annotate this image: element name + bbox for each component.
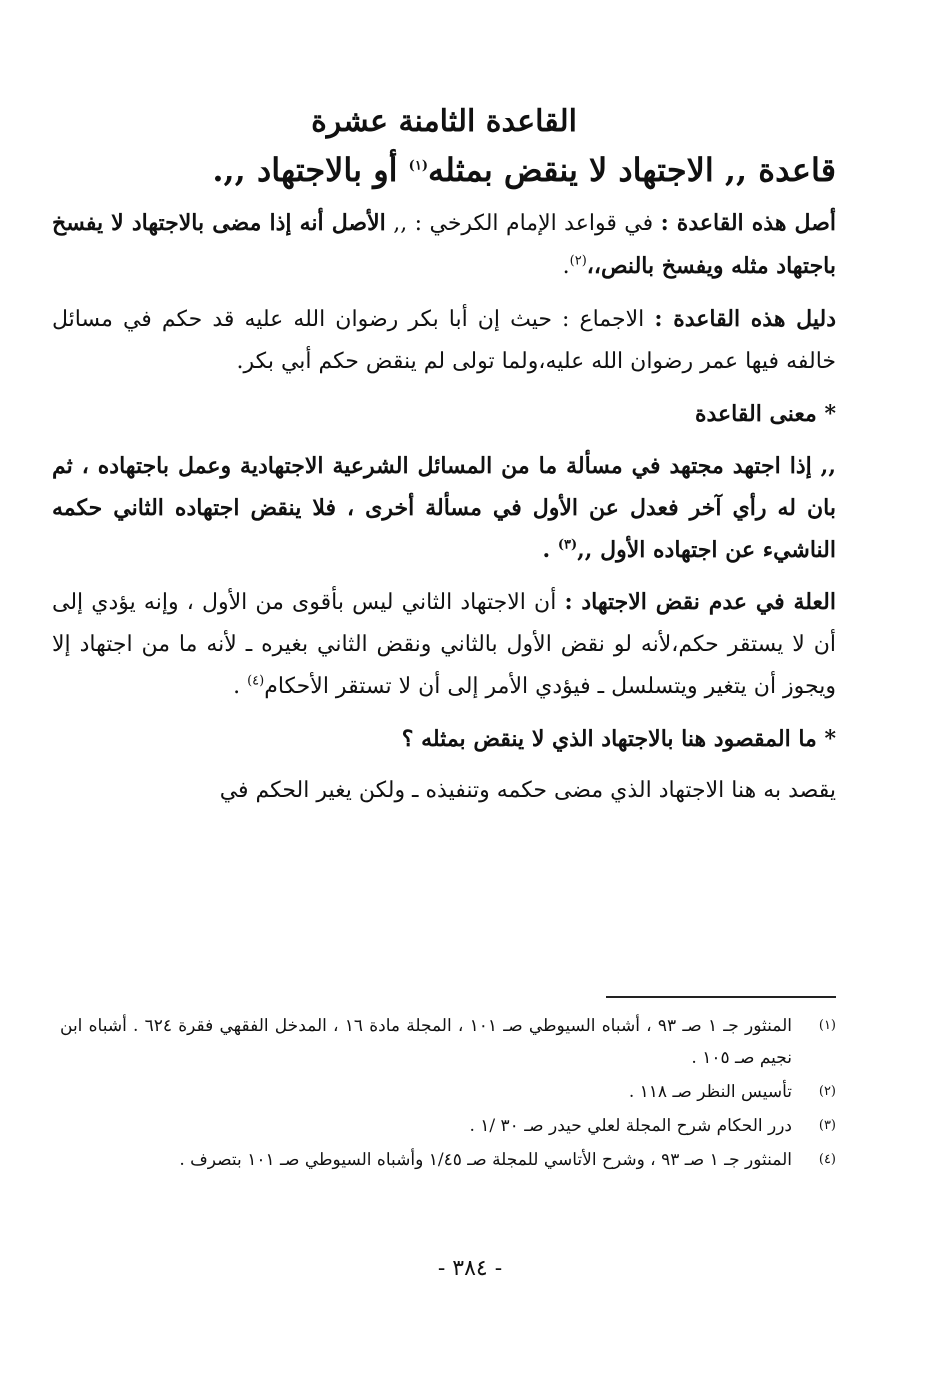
footnote-number: (٣) [818,1118,836,1133]
footnote-2 [60,1076,836,1108]
footnote-ref-1[interactable]: (١) [408,158,428,174]
page-number: - ٣٨٤ - [437,1256,503,1281]
rule-statement [52,144,836,196]
footnote-text: تأسيس النظر صـ ١١٨ . [628,1082,792,1102]
reason-text: أن الاجتهاد الثاني ليس بأقوى من الأول ، وإنه يؤدي إلى أن لا يستقر حكم،لأنه لو نقض الأول بالثاني ونقض الثاني بغيره ـ لأنه ما من اجتهاد إلا ويجوز أن يتغير ويتسلسل ـ فيؤدي الأمر إلى أن لا تستقر الأحكام [52,590,836,699]
meaning-heading: * معنى القاعدة [694,401,836,427]
footnote-separator [606,996,836,998]
reason-label: العلة في عدم نقض الاجتهاد : [564,589,836,615]
meaning-paragraph [52,445,836,571]
footnote-4 [60,1144,836,1176]
footnote-number: (٢) [818,1084,836,1099]
origin-label: أصل هذه القاعدة : [660,210,836,236]
origin-text: في قواعد الإمام الكرخي : ,, [385,211,661,236]
footnote-text: المنثور جـ ١ صـ ٩٣ ، وشرح الأتاسي للمجلة صـ ١/٤٥ وأشباه السيوطي صـ ١٠١ بتصرف . [179,1150,792,1170]
footnote-ref-2[interactable]: (٢) [569,253,587,269]
meaning-text: ,, إذا اجتهد مجتهد في مسألة ما من المسائل الشرعية الاجتهادية وعمل باجتهاده ، ثم بان له رأي آخر فعدل عن الأول في مسألة أخرى ، فلا ينقض اجتهاده الثاني حكمه الناشيء عن اجتهاده الأول ,, [52,453,836,563]
meaning-end: . [542,537,558,563]
reason-paragraph [52,581,836,708]
footnote-number: (١) [818,1018,836,1033]
page-body [52,100,836,822]
origin-quote: الأصل أنه إذا مضى بالاجتهاد لا يفسخ باجتهاد مثله ويفسخ بالنص،، [52,210,836,279]
footnote-number: (٤) [818,1152,836,1167]
question-heading: * ما المقصود هنا بالاجتهاد الذي لا ينقض بمثله ؟ [401,726,836,752]
page-title: القاعدة الثامنة عشرة [311,104,577,139]
rule-statement-text: قاعدة ,, الاجتهاد لا ينقض بمثله [427,151,836,189]
footnote-ref-4[interactable]: (٤) [247,673,265,689]
footnote-text: المنثور جـ ١ صـ ٩٣ ، أشباه السيوطي صـ ١٠١ ، المجلة مادة ١٦ ، المدخل الفقهي فقرة ٦٢٤ . أشباه ابن نجيم صـ ١٠٥ . [60,1016,792,1068]
footnote-3 [60,1110,836,1142]
evidence-label: دليل هذه القاعدة : [654,306,836,332]
evidence-text: الاجماع : حيث إن أبا بكر رضوان الله عليه قد حكم في مسائل خالفه فيها عمر رضوان الله عليه،ولما تولى لم ينقض حكم أبي بكر. [52,307,836,374]
origin-end: . [562,254,570,279]
answer-paragraph: يقصد به هنا الاجتهاد الذي مضى حكمه وتنفيذه ـ ولكن يغير الحكم في [219,778,836,803]
evidence-paragraph [52,298,836,383]
footnotes [60,1010,836,1178]
origin-paragraph [52,202,836,288]
footnote-1 [60,1010,836,1074]
footnote-text: درر الحكام شرح المجلة لعلي حيدر صـ ٣٠ /١ . [469,1116,792,1136]
reason-end: . [233,674,248,699]
footnote-ref-3[interactable]: (٣) [557,537,578,553]
rule-statement-rest: أو بالاجتهاد ,,. [212,151,409,189]
